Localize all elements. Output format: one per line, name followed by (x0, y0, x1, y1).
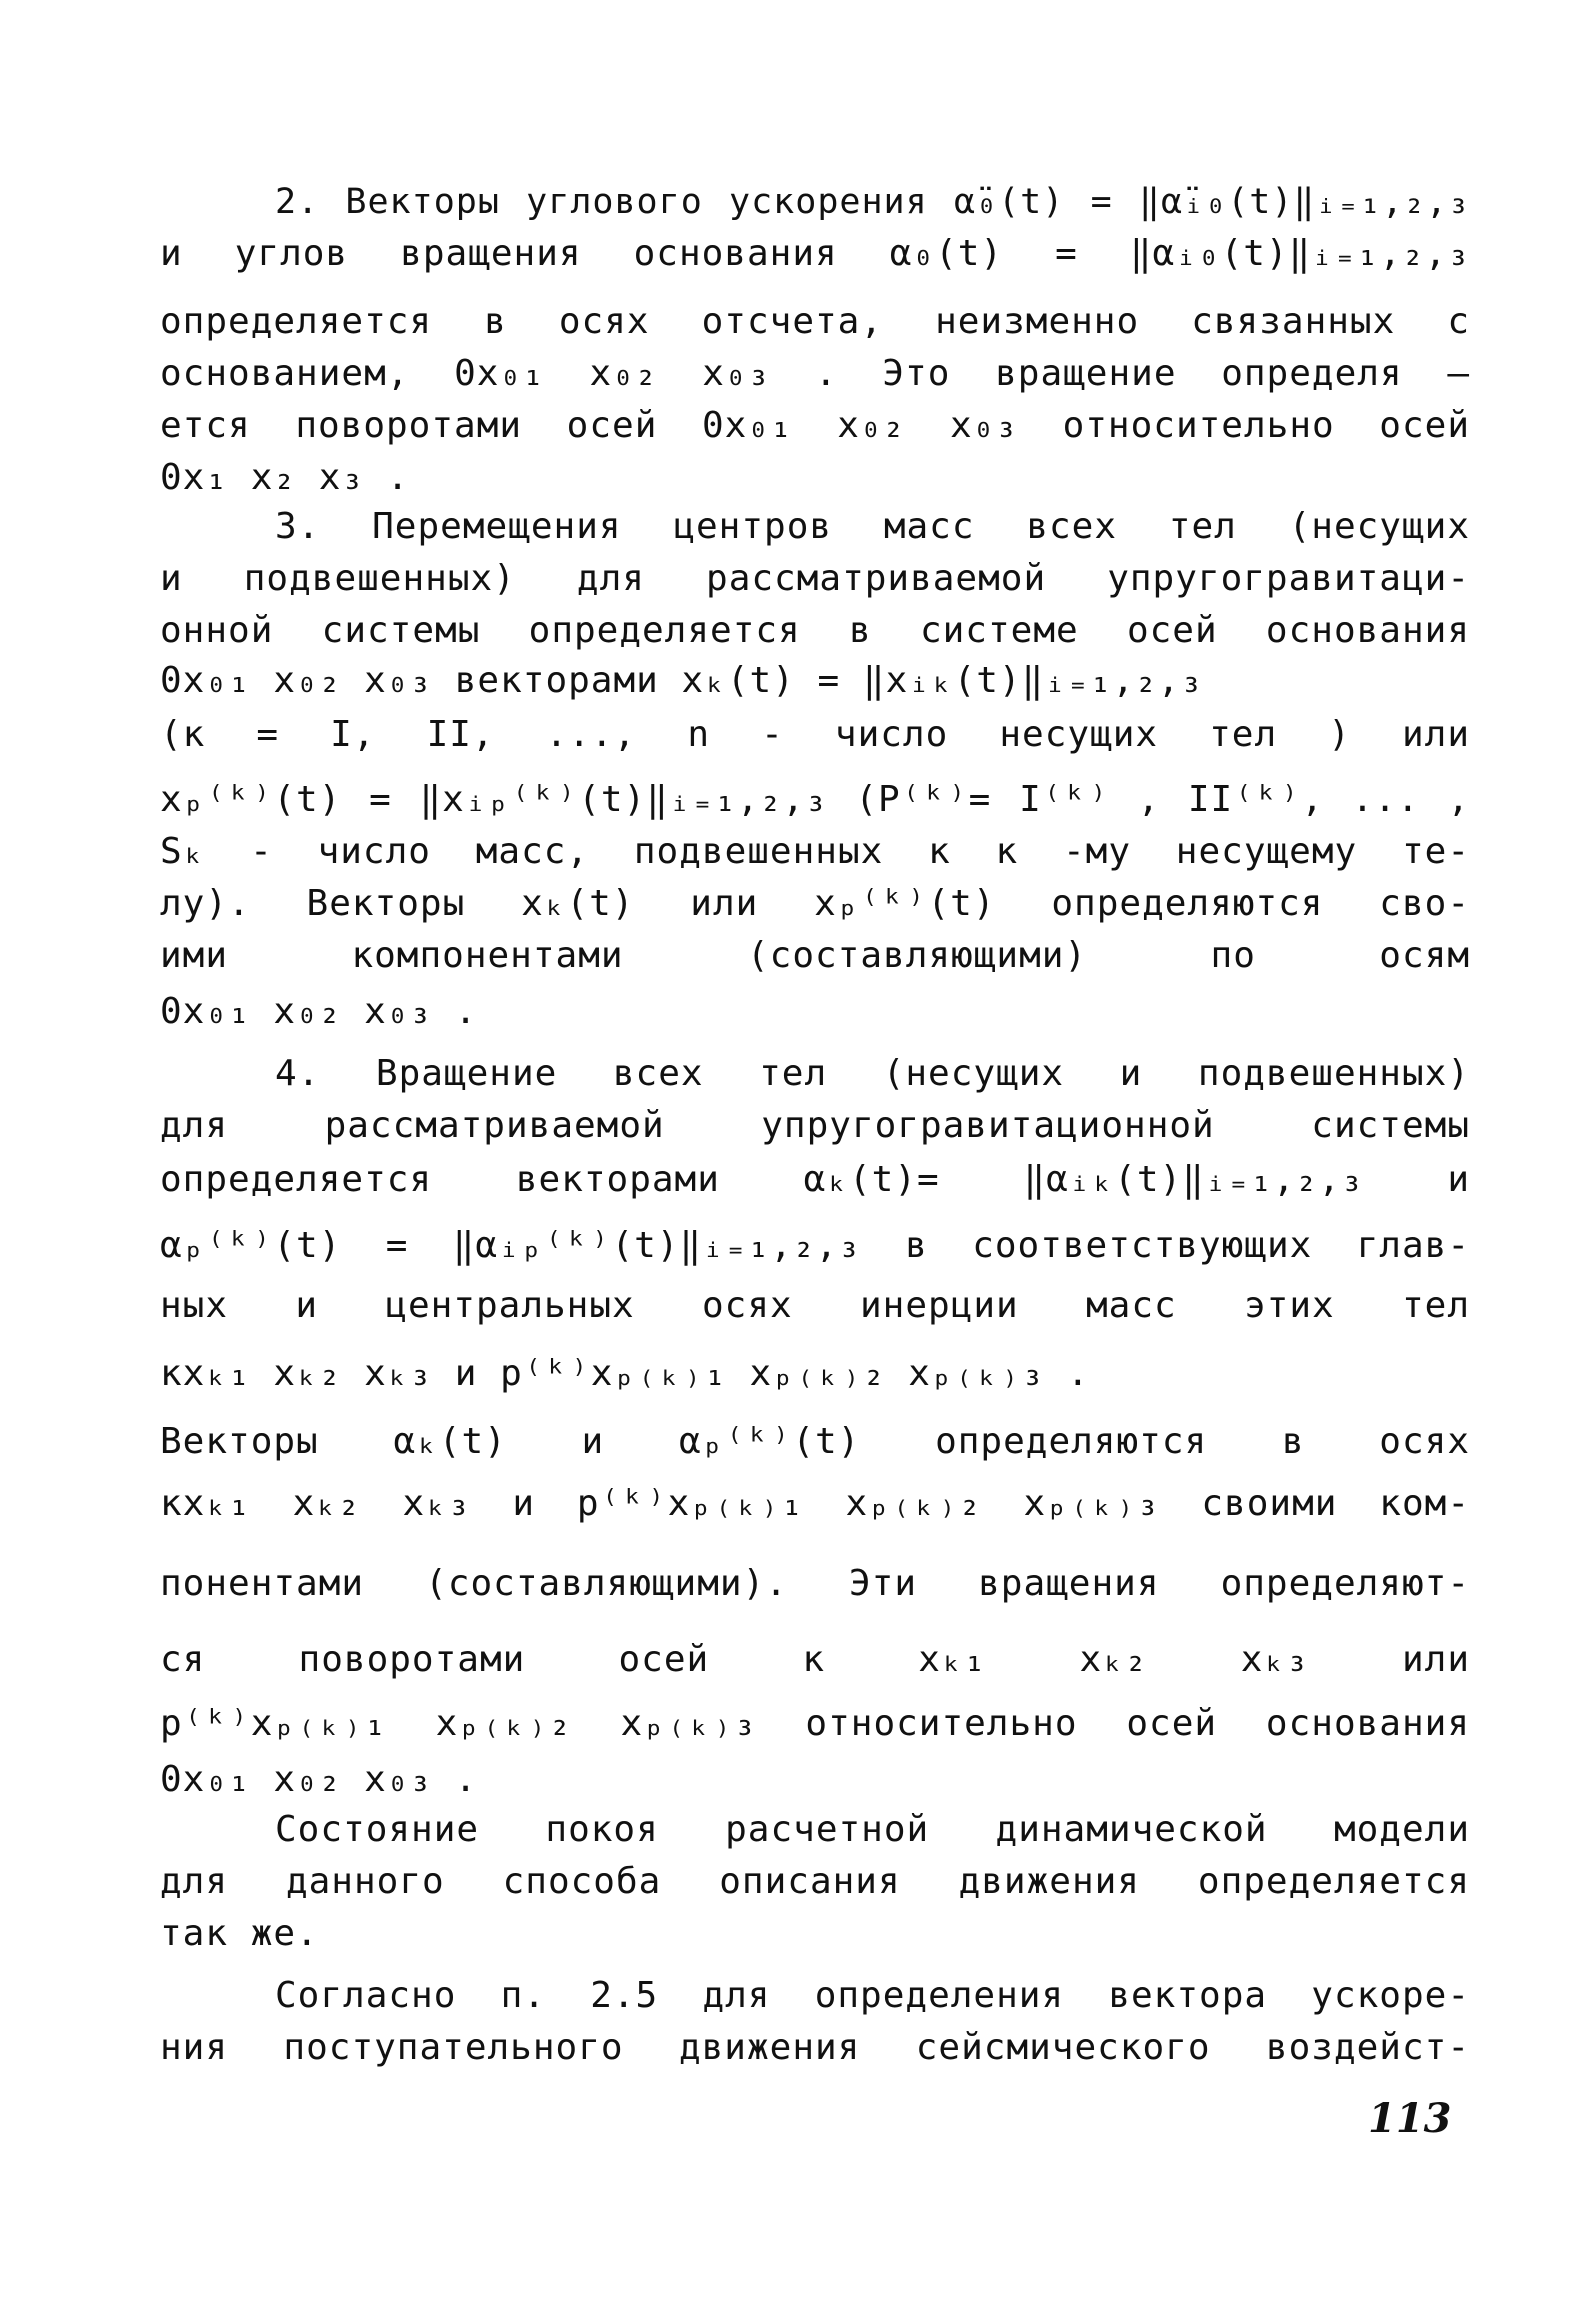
text-line: (к = I, II, ..., n - число несущих тел ) или (160, 714, 1470, 755)
text-line: основанием, 0x₀₁ x₀₂ x₀₃ . Это вращение определя – (160, 353, 1470, 394)
text-line: p⁽ᵏ⁾xₚ₍ₖ₎₁ xₚ₍ₖ₎₂ xₚ₍ₖ₎₃ относительно осей основания (160, 1703, 1470, 1744)
text-line: 3. Перемещения центров масс всех тел (несущих (275, 506, 1470, 547)
text-line: Согласно п. 2.5 для определения вектора ускоре- (275, 1975, 1470, 2016)
text-line: определяется векторами αₖ(t)= ‖αᵢₖ(t)‖ᵢ₌₁,₂,₃ и (160, 1159, 1470, 1200)
text-line: для рассматриваемой упругогравитационной системы (160, 1105, 1470, 1146)
text-line: αₚ⁽ᵏ⁾(t) = ‖αᵢₚ⁽ᵏ⁾(t)‖ᵢ₌₁,₂,₃ в соответствующих глав- (160, 1225, 1470, 1266)
text-line: определяется в осях отсчета, неизменно связанных с (160, 301, 1470, 342)
text-line: 4. Вращение всех тел (несущих и подвешенных) (275, 1053, 1470, 1094)
page-number: 113 (1368, 2095, 1452, 2142)
text-line: Векторы αₖ(t) и αₚ⁽ᵏ⁾(t) определяются в осях (160, 1421, 1470, 1462)
text-line: так же. (160, 1913, 319, 1954)
text-line: Состояние покоя расчетной динамической модели (275, 1809, 1470, 1850)
text-line: для данного способа описания движения определяется (160, 1861, 1470, 1902)
text-line: и углов вращения основания α₀(t) = ‖αᵢ₀(t)‖ᵢ₌₁,₂,₃ (160, 233, 1470, 274)
text-line: ных и центральных осях инерции масс этих тел (160, 1285, 1470, 1326)
text-line: лу). Векторы xₖ(t) или xₚ⁽ᵏ⁾(t) определяются сво- (160, 883, 1470, 924)
text-line: Sₖ - число масс, подвешенных к к -му несущему те- (160, 831, 1470, 872)
text-line: ется поворотами осей 0x₀₁ x₀₂ x₀₃ относительно осей (160, 405, 1470, 446)
text-line: 0x₀₁ x₀₂ x₀₃ . (160, 991, 478, 1032)
text-line: ния поступательного движения сейсмического воздейст- (160, 2027, 1470, 2068)
text-line: понентами (составляющими). Эти вращения определяют- (160, 1563, 1470, 1604)
text-line: 2. Векторы углового ускорения α̈₀(t) = ‖α̈ᵢ₀(t)‖ᵢ₌₁,₂,₃ (275, 182, 1470, 222)
text-line: и подвешенных) для рассматриваемой упругогравитаци- (160, 558, 1470, 599)
text-line: ся поворотами осей к xₖ₁ xₖ₂ xₖ₃ или (160, 1639, 1470, 1680)
text-line: 0x₀₁ x₀₂ x₀₃ векторами xₖ(t) = ‖xᵢₖ(t)‖ᵢ₌₁,₂,₃ (160, 660, 1203, 701)
text-line: 0x₁ x₂ x₃ . (160, 457, 410, 498)
text-line: онной системы определяется в системе осей основания (160, 610, 1470, 651)
text-line: кxₖ₁ xₖ₂ xₖ₃ и p⁽ᵏ⁾xₚ₍ₖ₎₁ xₚ₍ₖ₎₂ xₚ₍ₖ₎₃ . (160, 1353, 1090, 1394)
text-line: кxₖ₁ xₖ₂ xₖ₃ и p⁽ᵏ⁾xₚ₍ₖ₎₁ xₚ₍ₖ₎₂ xₚ₍ₖ₎₃ своими ком- (160, 1483, 1470, 1524)
text-line: 0x₀₁ x₀₂ x₀₃ . (160, 1759, 478, 1800)
text-line: xₚ⁽ᵏ⁾(t) = ‖xᵢₚ⁽ᵏ⁾(t)‖ᵢ₌₁,₂,₃ (P⁽ᵏ⁾= I⁽ᵏ⁾ , II⁽ᵏ⁾, ... , (160, 779, 1470, 820)
text-line: ими компонентами (составляющими) по осям (160, 935, 1470, 976)
